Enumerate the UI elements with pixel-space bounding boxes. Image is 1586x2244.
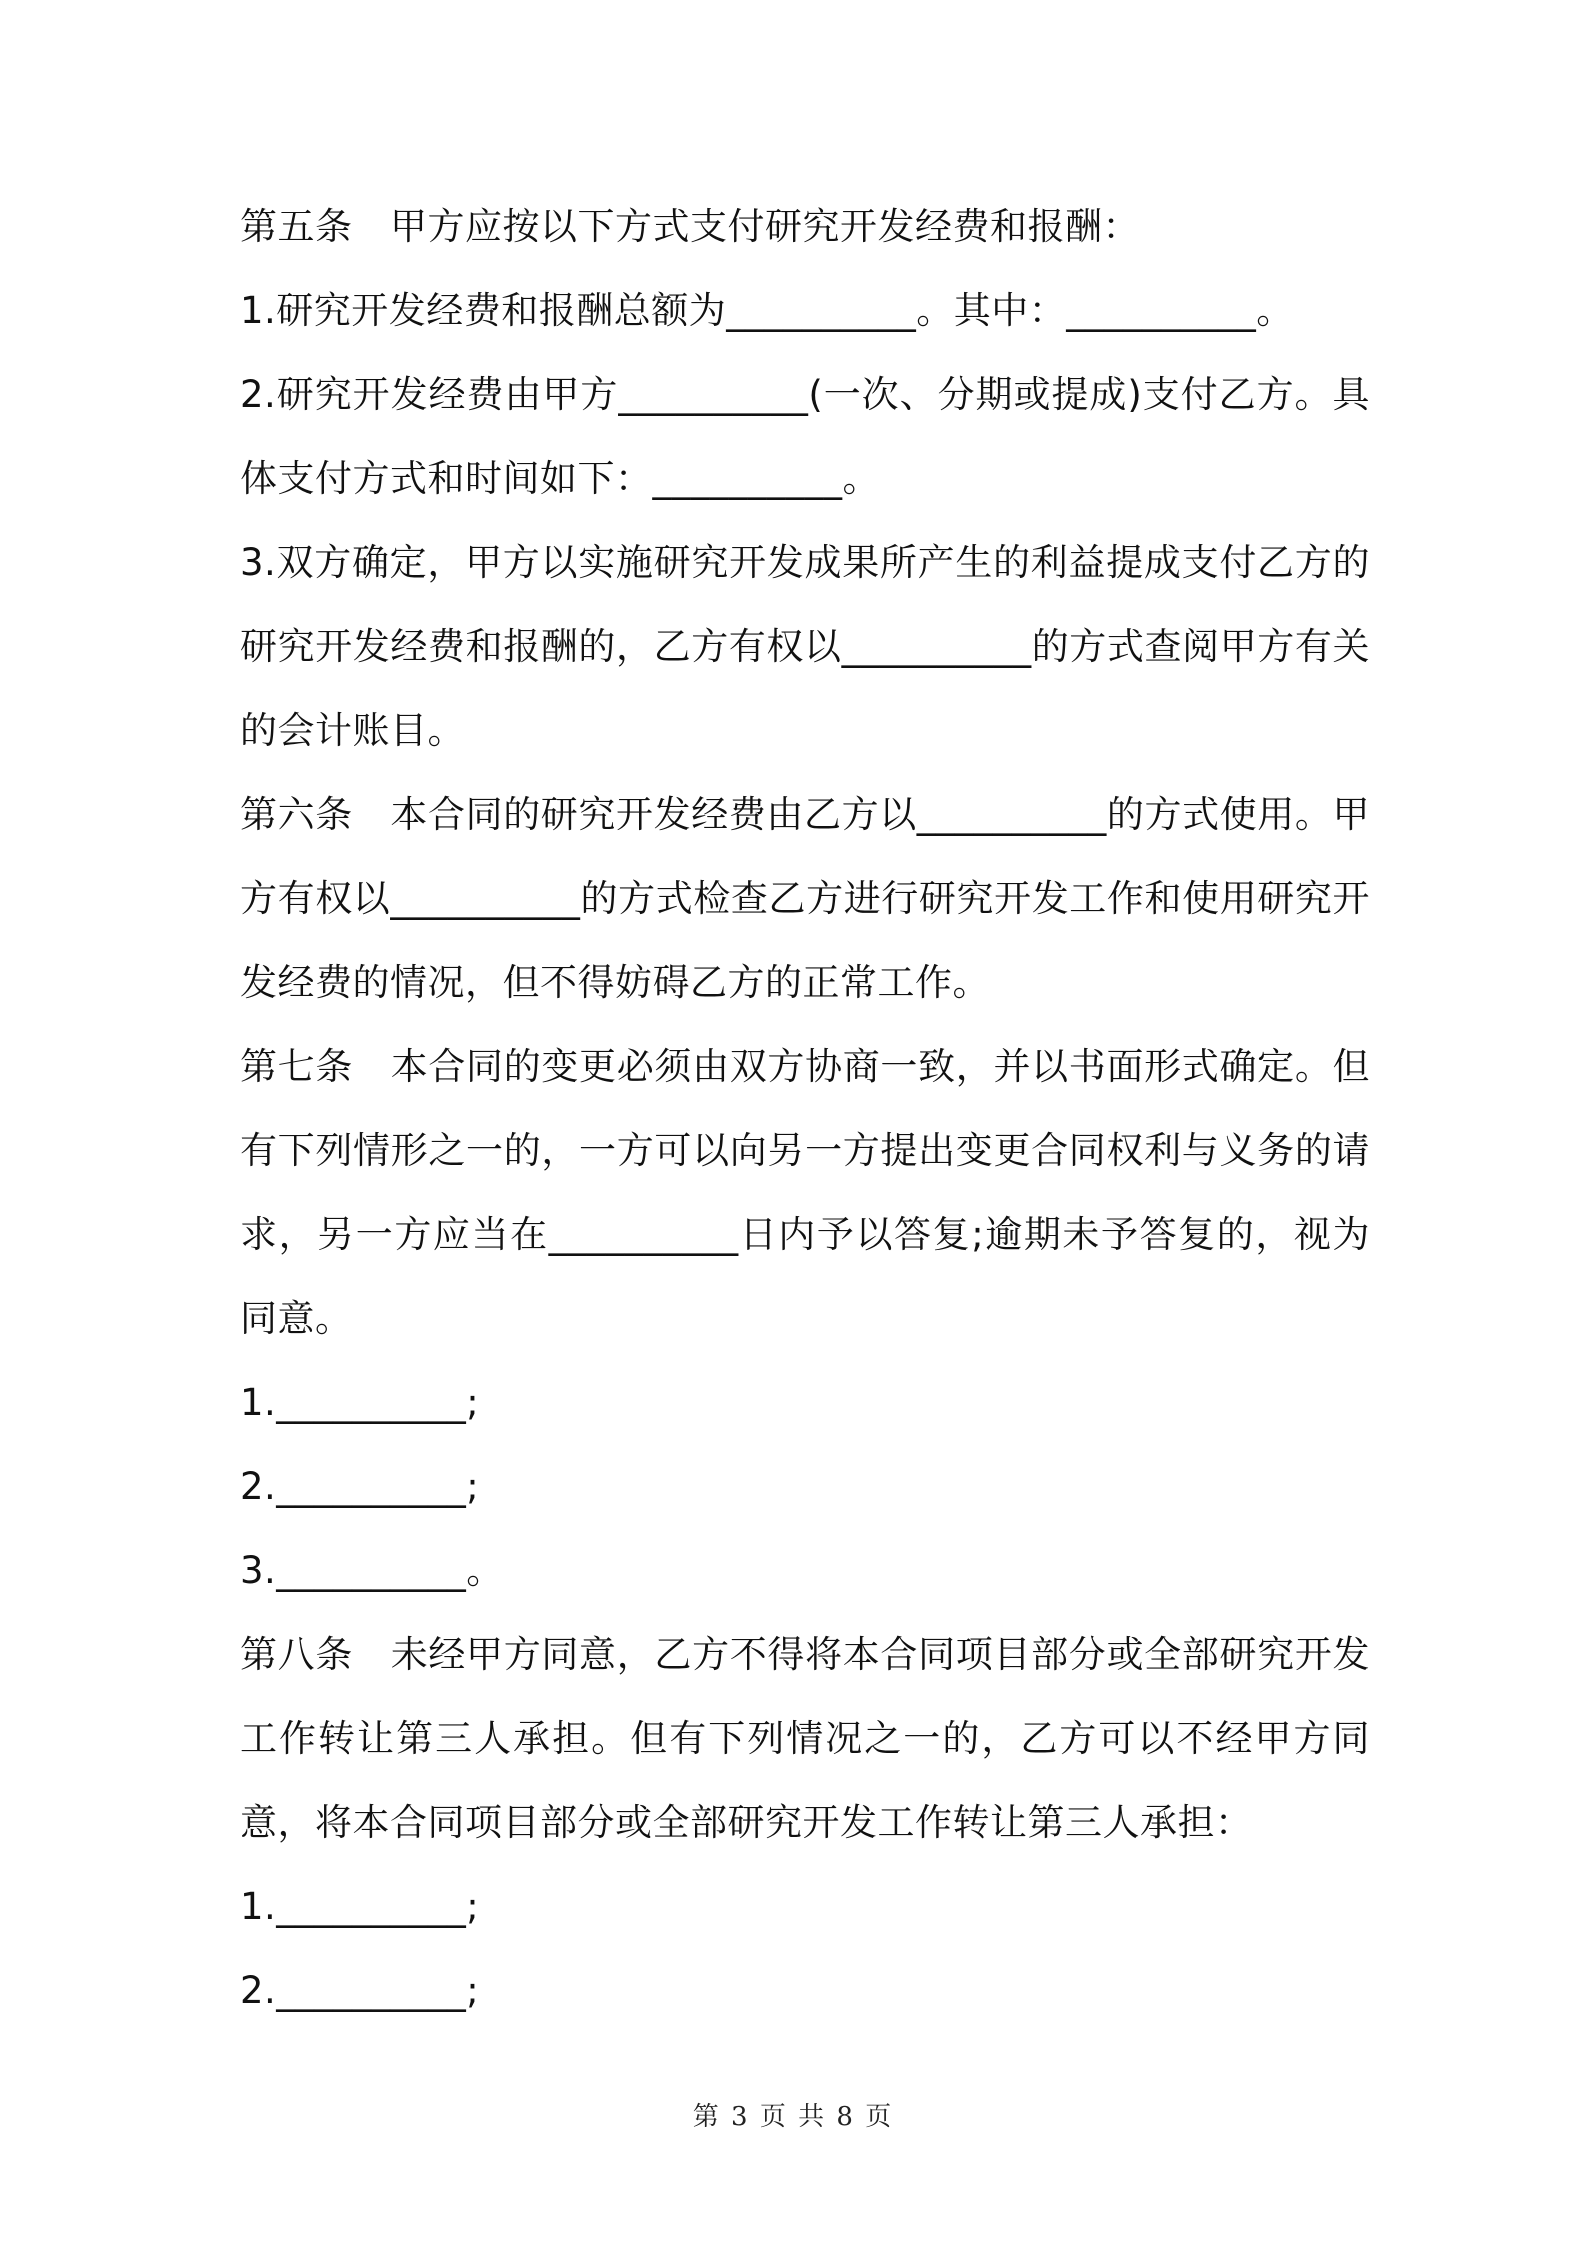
- article-5-clause-3: 3.双方确定，甲方以实施研究开发成果所产生的利益提成支付乙方的研究开发经费和报酬的，乙方有权以__________的方式查阅甲方有关的会计账目。: [240, 541, 1370, 752]
- article-7-item-3: 3.__________。: [240, 1549, 504, 1592]
- article-7-item-2: 2.__________;: [240, 1465, 480, 1508]
- contract-body: [240, 185, 1370, 2033]
- article-7: 第七条 本合同的变更必须由双方协商一致，并以书面形式确定。但有下列情形之一的，一方可以向另一方提出变更合同权利与义务的请求，另一方应当在__________日内予以答复;逾期未予答复的，视为同意。: [240, 1045, 1370, 1340]
- page-number-footer: 第 3 页 共 8 页: [692, 2102, 894, 2132]
- article-8: 第八条 未经甲方同意，乙方不得将本合同项目部分或全部研究开发工作转让第三人承担。但有下列情况之一的，乙方可以不经甲方同意，将本合同项目部分或全部研究开发工作转让第三人承担：: [240, 1633, 1370, 1844]
- article-6: 第六条 本合同的研究开发经费由乙方以__________的方式使用。甲方有权以__________的方式检查乙方进行研究开发工作和使用研究开发经费的情况，但不得妨碍乙方的正常工作。: [240, 793, 1370, 1004]
- article-5-clause-2: 2.研究开发经费由甲方__________(一次、分期或提成)支付乙方。具体支付方式和时间如下：__________。: [240, 373, 1370, 500]
- article-7-item-1: 1.__________;: [240, 1381, 480, 1424]
- article-5-heading: 第五条 甲方应按以下方式支付研究开发经费和报酬：: [240, 205, 1140, 248]
- article-8-item-2: 2.__________;: [240, 1969, 480, 2012]
- article-8-item-1: 1.__________;: [240, 1885, 480, 1928]
- article-5-clause-1: 1.研究开发经费和报酬总额为__________。其中：__________。: [240, 289, 1294, 332]
